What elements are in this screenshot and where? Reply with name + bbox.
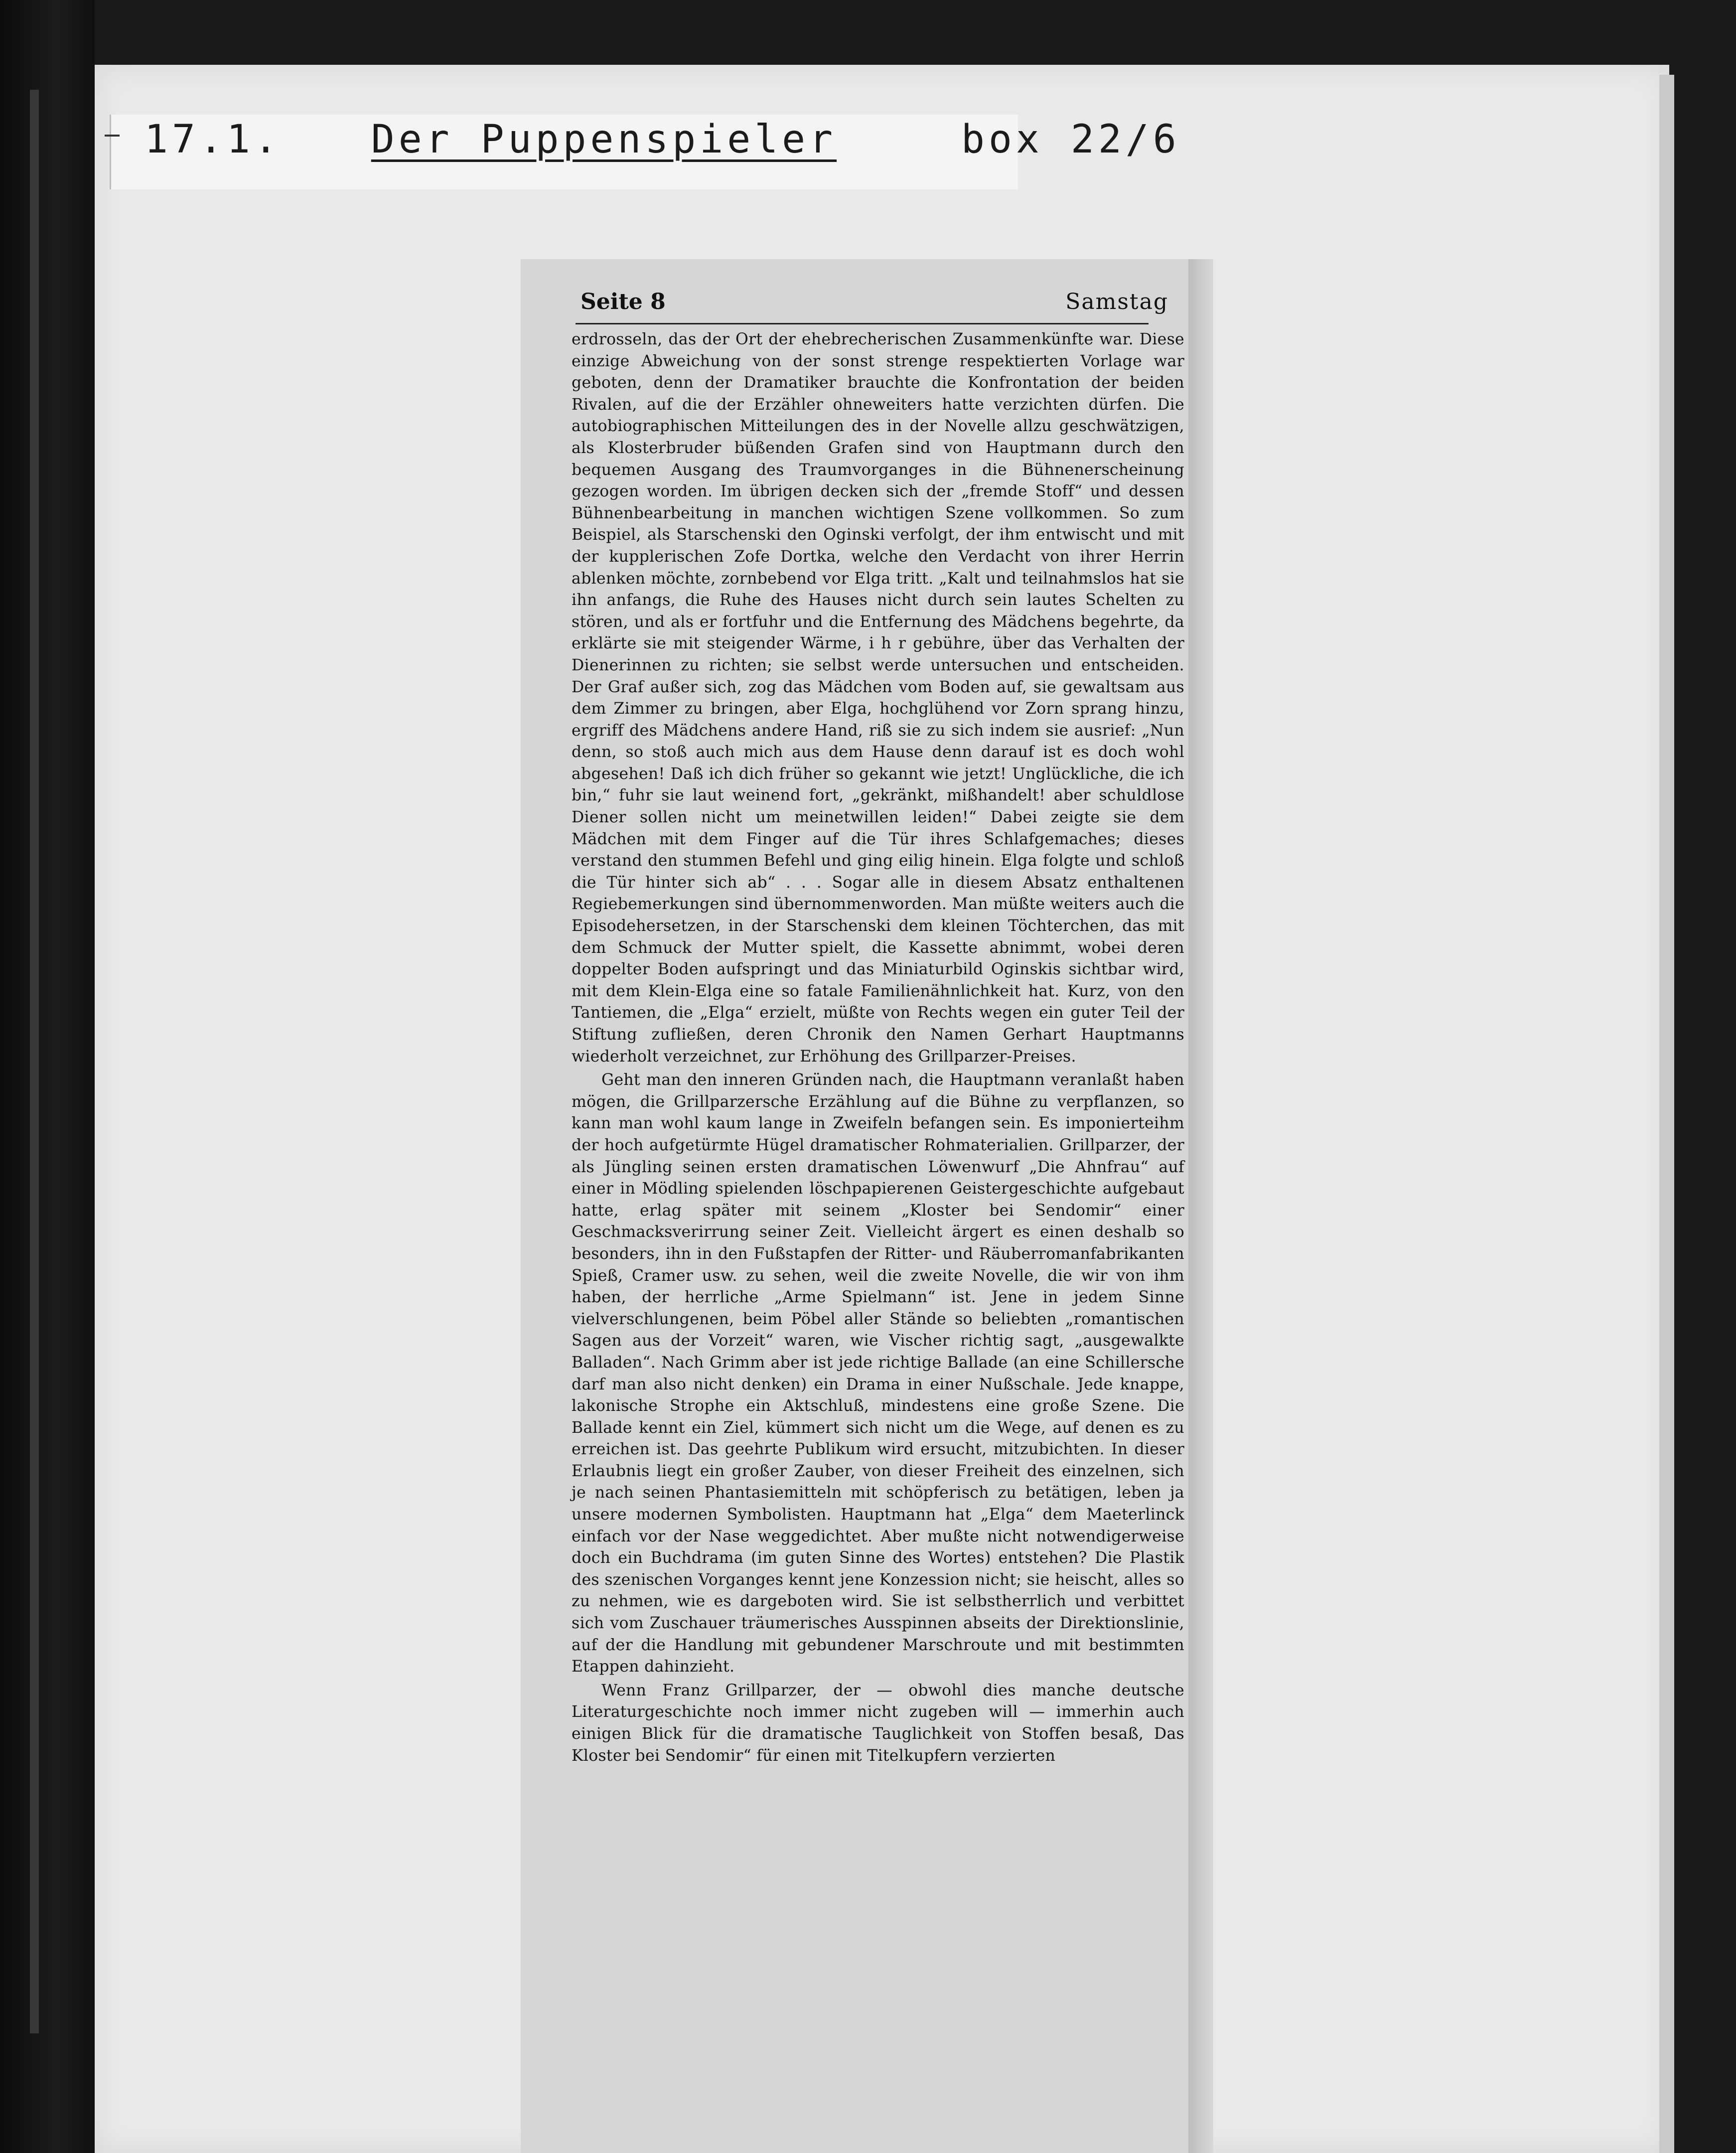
archive-header [145, 117, 1180, 162]
film-border-stripe [30, 90, 39, 2033]
clipping-page-label: Seite 8 [580, 289, 666, 314]
header-title: Der Puppenspieler [371, 117, 837, 162]
clipping-shadow [1188, 259, 1213, 2153]
sheet-edge [1659, 75, 1674, 2153]
article-paragraph: Wenn Franz Grillparzer, der — obwohl dies manche deutsche Literaturgeschichte noch immer nicht zugeben will — immerhin auch einigen Blick für die dramatische Tauglichkeit von Stoffen besaß, Das Kloster bei Sendomir“ für einen mit Titelkupfern verzierten [572, 1681, 1184, 1765]
article-paragraph: Geht man den inneren Gründen nach, die Hauptmann veranlaßt haben mögen, die Grillparzersche Erzählung auf die Bühne zu verpflanzen, so kann man wohl kaum lange in Zweifeln befangen sein. Es imponierteihm der hoch aufgetürmte Hügel dramatischer Rohmaterialien. Grillparzer, der als Jüngling seinen ersten dramatischen Löwenwurf „Die Ahnfrau“ auf einer in Mödling spielenden löschpapierenen Geistergeschichte aufgebaut hatte, erlag später mit seinem „Kloster bei Sendomir“ einer Geschmacksverirrung seiner Zeit. Vielleicht ärgert es einen deshalb so besonders, ihn in den Fußstapfen der Ritter- und Räuberromanfabrikanten Spieß, Cramer usw. zu sehen, weil die zweite Novelle, die wir von ihm haben, der herrliche „Arme Spielmann“ ist. Jene in jedem Sinne vielverschlungenen, beim Pöbel aller Stände so beliebten „romantischen Sagen aus der Vorzeit“ waren, wie Vischer richtig sagt, „ausgewalkte Balladen“. Nach Grimm aber ist jede richtige Ballade (an eine Schillersche darf man also nicht denken) ein Drama in einer Nußschale. Jede knappe, lakonische Strophe ein Aktschluß, mindestens eine große Szene. Die Ballade kennt ein Ziel, kümmert sich nicht um die Wege, auf denen es zu erreichen ist. Das geehrte Publikum wird ersucht, mitzubichten. In dieser Erlaubnis liegt ein großer Zauber, von dieser Freiheit des einzelnen, sich je nach seinen Phantasiemitteln mit schöpferisch zu betätigen, leben ja unsere modernen Symbolisten. Hauptmann hat „Elga“ dem Maeterlinck einfach vor der Nase weggedichtet. Aber mußte nicht notwendigerweise doch ein Buchdrama (im guten Sinne des Wortes) entstehen? Die Plastik des szenischen Vorganges kennt jene Konzession nicht; sie heischt, alles so zu nehmen, wie es dargeboten wird. Sie ist selbstherrlich und verbittet sich vom Zuschauer träumerisches Ausspinnen abseits der Direktionslinie, auf der die Handlung mit gebundener Marschroute und mit bestimmten Etappen dahinzieht. [572, 1071, 1184, 1676]
header-rule [576, 323, 1149, 324]
article-body [572, 329, 1184, 1767]
article-paragraph: erdrosseln, das der Ort der ehebrecherischen Zusammenkünfte war. Diese einzige Abweichung von der sonst strenge respektierten Vorlage war geboten, denn der Dramatiker brauchte die Konfrontation der beiden Rivalen, auf die der Erzähler ohneweiters hatte verzichten dürfen. Die autobiographischen Mitteilungen des in der Novelle allzu geschwätzigen, als Klosterbruder büßenden Grafen sind von Hauptmann durch den bequemen Ausgang des Traumvorganges in die Bühnenerscheinung gezogen worden. Im übrigen decken sich der „fremde Stoff“ und dessen Bühnenbearbeitung in manchen wichtigen Szene vollkommen. So zum Beispiel, als Starschenski den Oginski verfolgt, der ihm entwischt und mit der kupplerischen Zofe Dortka, welche den Verdacht von ihrer Herrin ablenken möchte, zornbebend vor Elga tritt. „Kalt und teilnahmslos hat sie ihn anfangs, die Ruhe des Hauses nicht durch sein lautes Schelten zu stören, und als er fortfuhr und die Entfernung des Mädchens begehrte, da erklärte sie mit steigender Wärme, i h r gebühre, über das Verhalten der Dienerinnen zu richten; sie selbst werde untersuchen und entscheiden. Der Graf außer sich, zog das Mädchen vom Boden auf, sie gewaltsam aus dem Zimmer zu bringen, aber Elga, hochglühend vor Zorn sprang hinzu, ergriff des Mädchens andere Hand, riß sie zu sich indem sie ausrief: „Nun denn, so stoß auch mich aus dem Hause denn darauf ist es doch wohl abgesehen! Daß ich dich früher so gekannt wie jetzt! Unglückliche, die ich bin,“ fuhr sie laut weinend fort, „gekränkt, mißhandelt! aber schuldlose Diener sollen nicht um meinetwillen leiden!“ Dabei zeigte sie dem Mädchen mit dem Finger auf die Tür ihres Schlafgemaches; dieses verstand den stummen Befehl und ging eilig hinein. Elga folgte und schloß die Tür hinter sich ab“ . . . Sogar alle in diesem Absatz enthaltenen Regiebemerkungen sind übernommenworden. Man müßte weiters auch die Episodehersetzen, in der Starschenski dem kleinen Töchterchen, das mit dem Schmuck der Mutter spielt, die Kassette abnimmt, wobei deren doppelter Boden aufspringt und das Miniaturbild Oginskis sichtbar wird, mit dem Klein-Elga eine so fatale Familienähnlichkeit hat. Kurz, von den Tantiemen, die „Elga“ erzielt, müßte von Rechts wegen ein guter Teil der Stiftung zufließen, deren Chronik den Namen Gerhart Hauptmanns wiederholt verzeichnet, zur Erhöhung des Grillparzer-Preises. [572, 330, 1184, 1066]
header-number: 17.1. [145, 117, 282, 162]
film-border-left [0, 0, 95, 2153]
header-box: box 22/6 [961, 117, 1180, 162]
clipping-day-label: Samstag [1065, 289, 1168, 314]
newspaper-clipping [521, 259, 1188, 2153]
header-tick-mark [105, 135, 120, 137]
